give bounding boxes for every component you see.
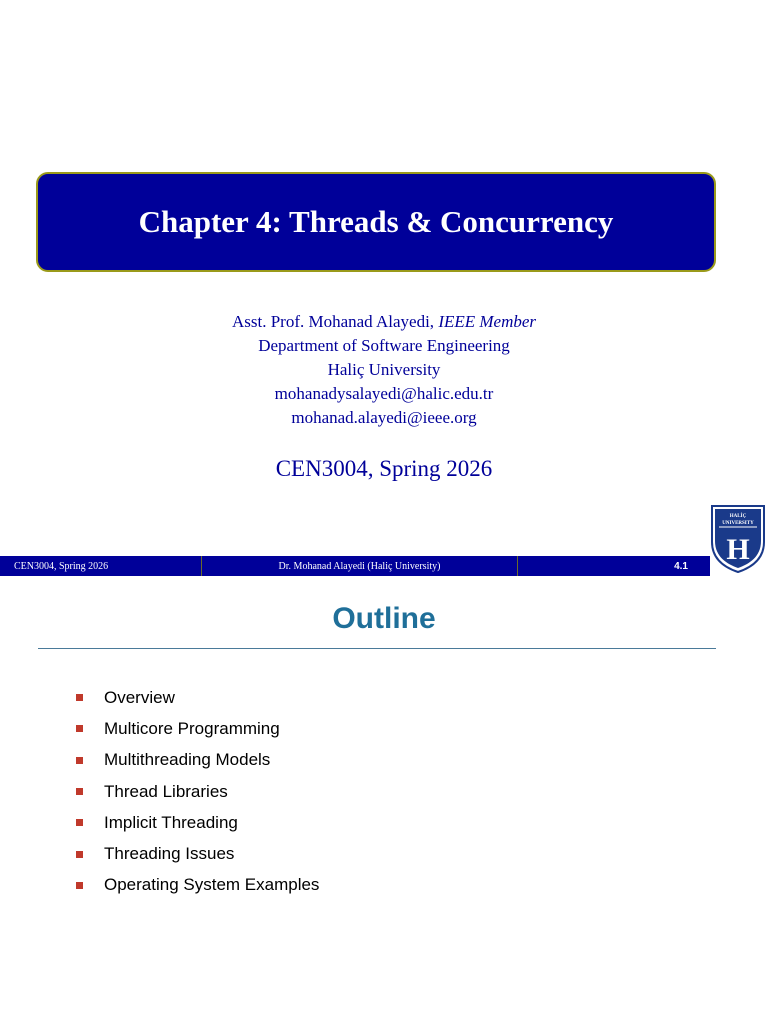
footer-course: CEN3004, Spring 2026 xyxy=(0,556,202,576)
title-divider xyxy=(38,648,716,649)
author-info xyxy=(0,310,768,430)
outline-title: Outline xyxy=(332,602,436,635)
author-email-1: mohanadysalayedi@halic.edu.tr xyxy=(274,384,494,403)
list-item xyxy=(76,838,319,869)
bullet-square-icon xyxy=(76,882,83,889)
bullet-square-icon xyxy=(76,851,83,858)
list-item xyxy=(76,807,319,838)
footer-author: Dr. Mohanad Alayedi (Haliç University) xyxy=(202,556,518,576)
university-logo xyxy=(710,504,766,574)
footer-page-number: 4.1 xyxy=(674,560,688,572)
logo-bottom-text: UNIVERSITY xyxy=(722,521,754,526)
bullet-square-icon xyxy=(76,694,83,701)
author-line xyxy=(0,310,768,334)
list-item-label: Implicit Threading xyxy=(104,812,238,832)
title-banner xyxy=(36,172,716,272)
bullet-square-icon xyxy=(76,725,83,732)
outline-slide xyxy=(0,576,768,1024)
outline-list xyxy=(76,682,319,901)
logo-top-text: HALİÇ xyxy=(729,514,747,519)
author-department: Department of Software Engineering xyxy=(258,336,510,355)
list-item-label: Multicore Programming xyxy=(104,718,280,738)
course-label: CEN3004, Spring 2026 xyxy=(275,456,493,481)
bullet-square-icon xyxy=(76,819,83,826)
list-item-label: Thread Libraries xyxy=(104,781,228,801)
list-item-label: Multithreading Models xyxy=(104,750,271,770)
author-email-2: mohanad.alayedi@ieee.org xyxy=(291,408,477,427)
list-item-label: Overview xyxy=(104,687,175,707)
bullet-square-icon xyxy=(76,788,83,795)
author-university: Haliç University xyxy=(327,360,441,379)
slide-title: Chapter 4: Threads & Concurrency xyxy=(138,204,614,239)
slide-footer xyxy=(0,556,710,576)
logo-letter: H xyxy=(726,533,750,566)
list-item xyxy=(76,682,319,713)
list-item xyxy=(76,776,319,807)
list-item-label: Operating System Examples xyxy=(104,875,320,895)
bullet-square-icon xyxy=(76,757,83,764)
author-name: Asst. Prof. Mohanad Alayedi, xyxy=(231,312,439,331)
list-item xyxy=(76,745,319,776)
list-item xyxy=(76,713,319,744)
list-item-label: Threading Issues xyxy=(104,844,235,864)
author-membership: IEEE Member xyxy=(438,312,537,331)
list-item xyxy=(76,870,319,901)
